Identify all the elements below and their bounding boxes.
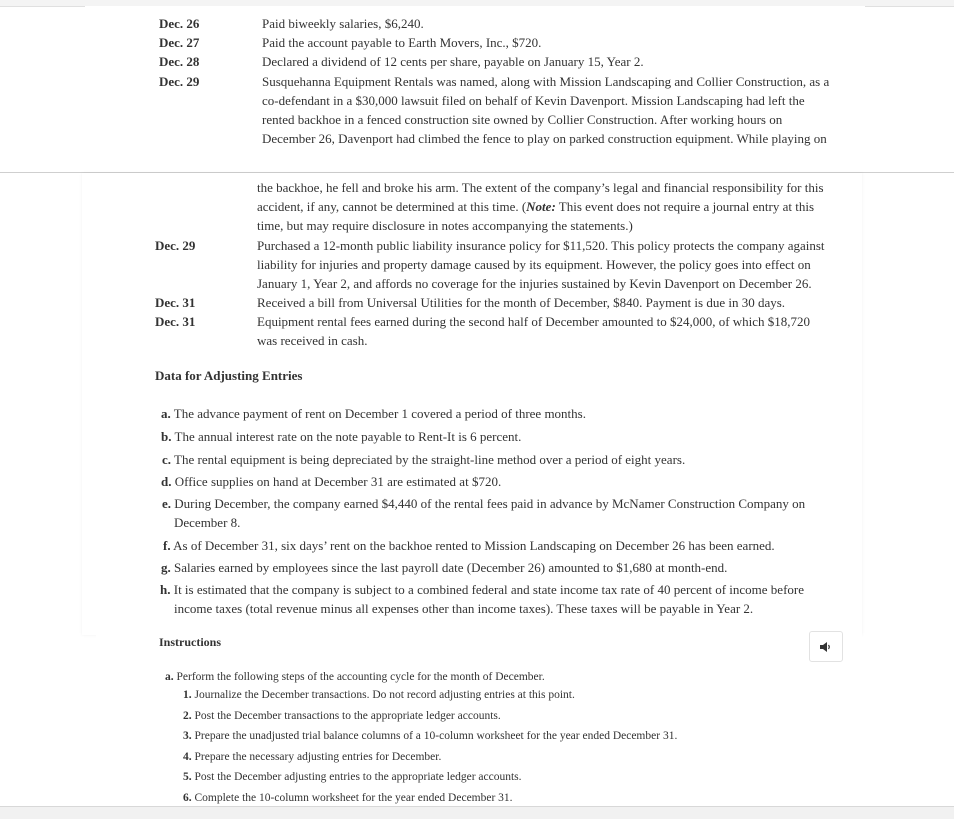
instructions-heading: Instructions — [159, 635, 222, 649]
transaction-date: Dec. 31 — [155, 314, 196, 329]
adjusting-item: a. The advance payment of rent on December 1 covered a period of three months. — [161, 406, 586, 421]
bottom-page-edge — [0, 806, 954, 819]
instruction-step: 5. Post the December adjusting entries to the appropriate ledger accounts. — [183, 771, 522, 783]
transaction-date: Dec. 28 — [159, 54, 200, 69]
note-label: Note: — [526, 199, 556, 214]
continuation-text: the backhoe, he fell and broke his arm. The extent of the company’s legal and financial responsibility for this — [257, 180, 824, 195]
instruction-step: 2. Post the December transactions to the appropriate ledger accounts. — [183, 710, 501, 722]
adjusting-item: d. Office supplies on hand at December 31 are estimated at $720. — [161, 474, 502, 489]
adjusting-item: h. It is estimated that the company is subject to a combined federal and state income tax rate of 40 percent of income before — [160, 582, 804, 597]
transaction-text: January 1, Year 2, and affords no coverage for the injuries sustained by Kevin Davenport on December 26. — [257, 276, 812, 291]
transaction-text: rented backhoe in a fenced construction site owned by Collier Construction. After working hours on — [262, 112, 783, 127]
instruction-step: 4. Prepare the necessary adjusting entries for December. — [183, 751, 442, 763]
adjusting-heading: Data for Adjusting Entries — [155, 368, 303, 383]
transaction-text: Paid the account payable to Earth Movers, Inc., $720. — [262, 35, 542, 50]
adjusting-item: e. During December, the company earned $4,440 of the rental fees paid in advance by McNamer Construction Company on — [162, 496, 806, 511]
transaction-text: December 26, Davenport had climbed the fence to play on parked construction equipment. While playing on — [262, 131, 827, 146]
instruction-step: 3. Prepare the unadjusted trial balance columns of a 10-column worksheet for the year ended December 31. — [183, 730, 678, 742]
transaction-date: Dec. 31 — [155, 295, 196, 310]
instruction-step: 6. Complete the 10-column worksheet for the year ended December 31. — [183, 792, 513, 804]
audio-play-button[interactable] — [809, 631, 843, 662]
transaction-date: Dec. 29 — [155, 238, 196, 253]
transaction-date: Dec. 26 — [159, 16, 200, 31]
transaction-date: Dec. 27 — [159, 35, 200, 50]
transaction-text: Received a bill from Universal Utilities for the month of December, $840. Payment is due in 30 days. — [257, 295, 786, 310]
instruction-item: a. Perform the following steps of the accounting cycle for the month of December. — [165, 671, 545, 683]
transaction-text: co-defendant in a $30,000 lawsuit filed on behalf of Kevin Davenport. Mission Landscaping had left the — [262, 93, 805, 108]
adjusting-item: c. The rental equipment is being depreciated by the straight-line method over a period of eight years. — [162, 452, 686, 467]
transaction-text: Paid biweekly salaries, $6,240. — [262, 16, 424, 31]
continuation-text: time, but may require disclosure in notes accompanying the statements.) — [257, 218, 633, 233]
adjusting-item-cont: income taxes (total revenue minus all expenses other than income taxes). These taxes will be payable in Year 2. — [174, 601, 754, 616]
instruction-step: 1. Journalize the December transactions. Do not record adjusting entries at this point. — [183, 689, 575, 701]
speaker-icon — [820, 642, 832, 652]
continuation-text: accident, if any, cannot be determined at this time. (Note: This event does not require a journal entry at this — [257, 199, 815, 214]
adjusting-item-cont: December 8. — [174, 515, 241, 530]
transaction-text: was received in cash. — [257, 333, 368, 348]
transaction-date: Dec. 29 — [159, 74, 200, 89]
transaction-text: Susquehanna Equipment Rentals was named, along with Mission Landscaping and Collier Construction, as a — [262, 74, 830, 89]
transaction-text: Purchased a 12-month public liability insurance policy for $11,520. This policy protects the company against — [257, 238, 825, 253]
adjusting-item: f. As of December 31, six days’ rent on the backhoe rented to Mission Landscaping on December 26 has been earned. — [163, 538, 775, 553]
page-gap — [0, 148, 954, 172]
transaction-text: liability for injuries and property damage caused by its equipment. However, the policy goes into effect on — [257, 257, 811, 272]
adjusting-item: g. Salaries earned by employees since the last payroll date (December 26) amounted to $1,680 at month-end. — [161, 560, 728, 575]
transaction-text: Equipment rental fees earned during the second half of December amounted to $24,000, of which $18,720 — [257, 314, 811, 329]
adjusting-item: b. The annual interest rate on the note payable to Rent-It is 6 percent. — [161, 429, 522, 444]
transaction-text: Declared a dividend of 12 cents per share, payable on January 15, Year 2. — [262, 54, 644, 69]
